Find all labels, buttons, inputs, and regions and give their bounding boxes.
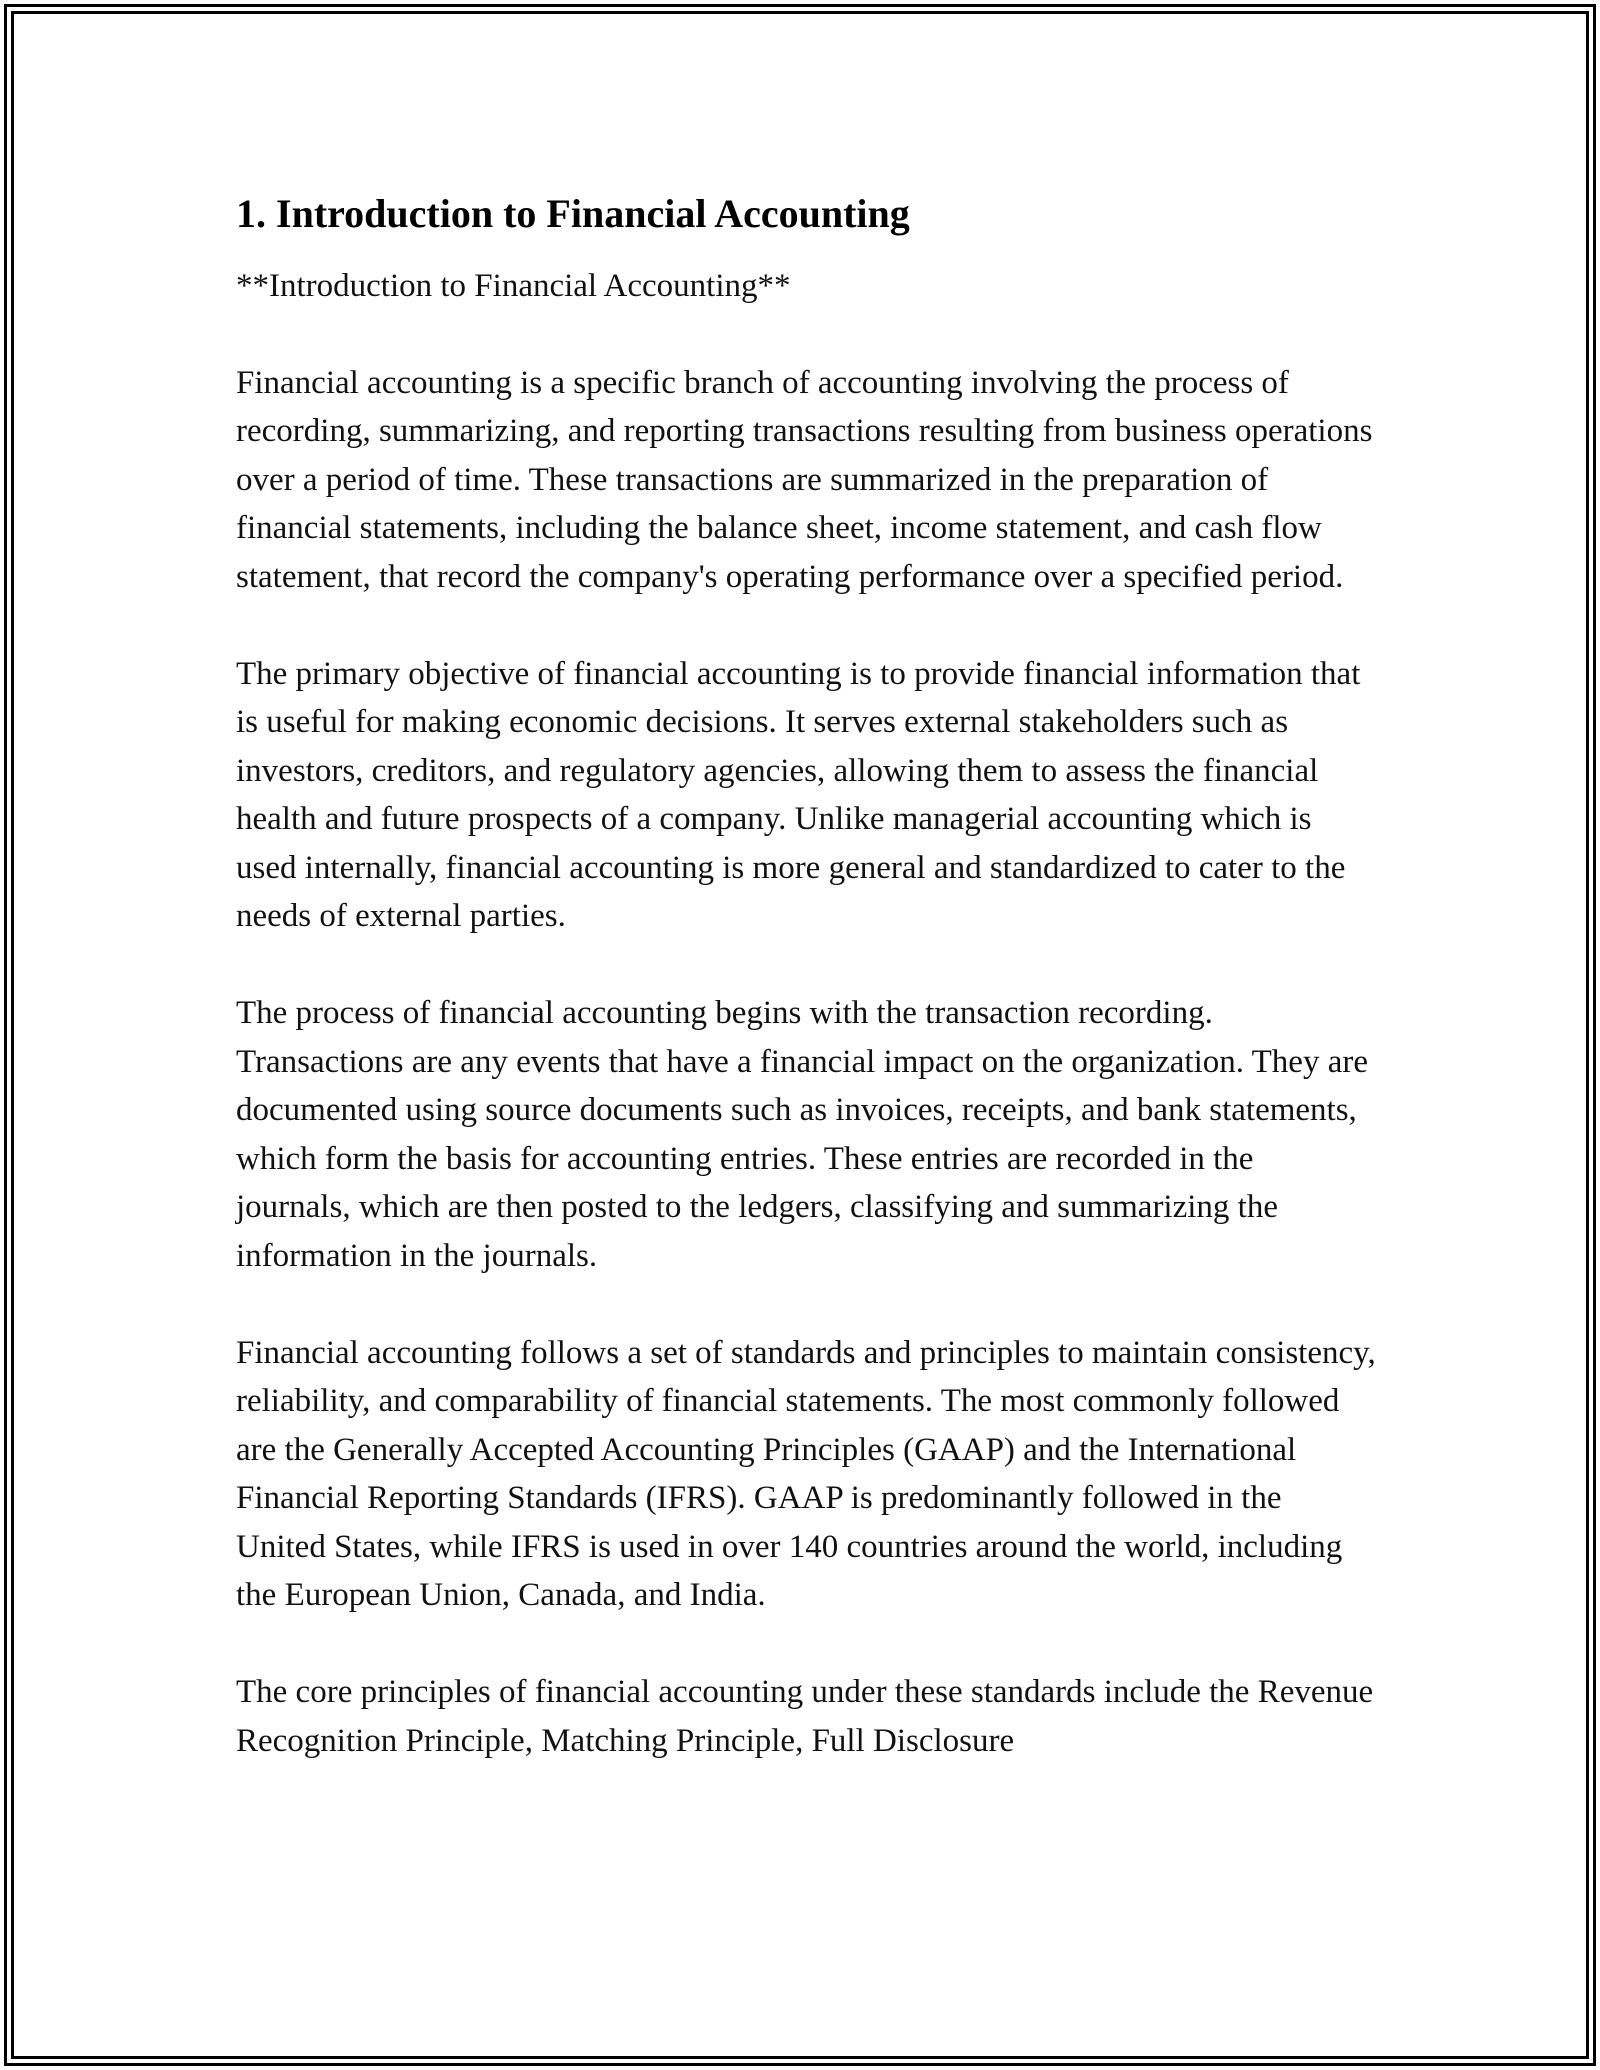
paragraph-3: The process of financial accounting begins with the transaction recording. Transactions are any events that have a financial impact on the organization. They are documented using source documents such as invoices, receipts, and bank statements, which form the basis for accounting entries. These entries are recorded in the journals, which are then posted to the ledgers, classifying and summarizing the information in the journals. (236, 995, 1368, 1274)
document-body (236, 186, 1376, 1814)
section-subtitle: **Introduction to Financial Accounting** (236, 268, 791, 304)
section-heading: 1. Introduction to Financial Accounting (236, 191, 910, 236)
paragraph-5: The core principles of financial accounting under these standards include the Revenue Recognition Principle, Matching Principle, Full Disclosure (236, 1674, 1374, 1759)
paragraph-2: The primary objective of financial accounting is to provide financial information that is useful for making economic decisions. It serves external stakeholders such as investors, creditors, and regulatory agencies, allowing them to assess the financial health and future prospects of a company. Unlike managerial accounting which is used internally, financial accounting is more general and standardized to cater to the needs of external parties. (236, 656, 1361, 935)
paragraph-4: Financial accounting follows a set of standards and principles to maintain consistency, reliability, and comparability of financial statements. The most commonly followed are the Generally Accepted Accounting Principles (GAAP) and the International Financial Reporting Standards (IFRS). GAAP is predominantly followed in the United States, while IFRS is used in over 140 countries around the world, including the European Union, Canada, and India. (236, 1334, 1376, 1613)
paragraph-1: Financial accounting is a specific branch of accounting involving the process of recording, summarizing, and reporting transactions resulting from business operations over a period of time. These transactions are summarized in the preparation of financial statements, including the balance sheet, income statement, and cash flow statement, that record the company's operating performance over a specified period. (236, 365, 1373, 595)
